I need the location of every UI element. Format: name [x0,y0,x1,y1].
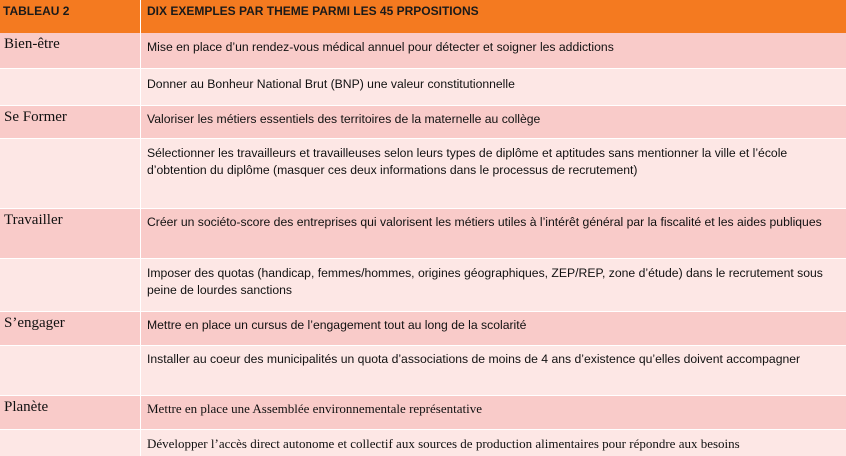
table-row [0,311,846,345]
proposal-cell: Sélectionner les travailleurs et travailleuses selon leurs types de diplôme et aptitudes sans mentionner la ville et l’école d’obtention du diplôme (masquer ces deux informations dans le processus de recrutement) [140,139,846,208]
theme-cell [0,139,140,208]
theme-cell: Travailler [4,212,63,228]
theme-cell: Bien-être [4,36,60,52]
theme-cell [0,430,140,456]
header-cell-title: DIX EXEMPLES PAR THEME PARMI LES 45 PRPOSITIONS [140,0,846,33]
theme-cell: Planète [4,399,49,415]
table-row [0,258,846,311]
proposal-cell: Imposer des quotas (handicap, femmes/hommes, origines géographiques, ZEP/REP, zone d’étude) dans le recrutement sous peine de lourdes sanctions [140,259,846,311]
theme-cell: Se Former [4,109,67,125]
table-row [0,395,846,429]
table-row [0,33,846,68]
table-row [0,105,846,138]
proposal-cell: Mettre en place un cursus de l’engagement tout au long de la scolarité [140,312,846,345]
table-row [0,68,846,105]
theme-cell [0,69,140,105]
theme-cell [0,346,140,395]
theme-cell [0,259,140,311]
proposal-cell: Mettre en place une Assemblée environnementale représentative [140,396,846,429]
table-row [0,345,846,395]
table-row [0,429,846,456]
proposal-cell: Donner au Bonheur National Brut (BNP) une valeur constitutionnelle [140,69,846,105]
proposal-cell: Installer au coeur des municipalités un quota d’associations de moins de 4 ans d’existence qu’elles doivent accompagner [140,346,846,395]
proposal-cell: Mise en place d’un rendez-vous médical annuel pour détecter et soigner les addictions [140,33,846,68]
proposal-cell: Développer l’accès direct autonome et collectif aux sources de production alimentaires pour répondre aux besoins [140,430,846,456]
theme-cell: S’engager [4,315,65,331]
proposal-cell: Créer un sociéto-score des entreprises qui valorisent les métiers utiles à l’intérêt général par la fiscalité et les aides publiques [140,209,846,258]
table-row [0,208,846,258]
proposal-cell: Valoriser les métiers essentiels des territoires de la maternelle au collège [140,106,846,138]
header-cell-table-number: TABLEAU 2 [3,4,70,18]
table-header-row [0,0,846,33]
table-row [0,138,846,208]
